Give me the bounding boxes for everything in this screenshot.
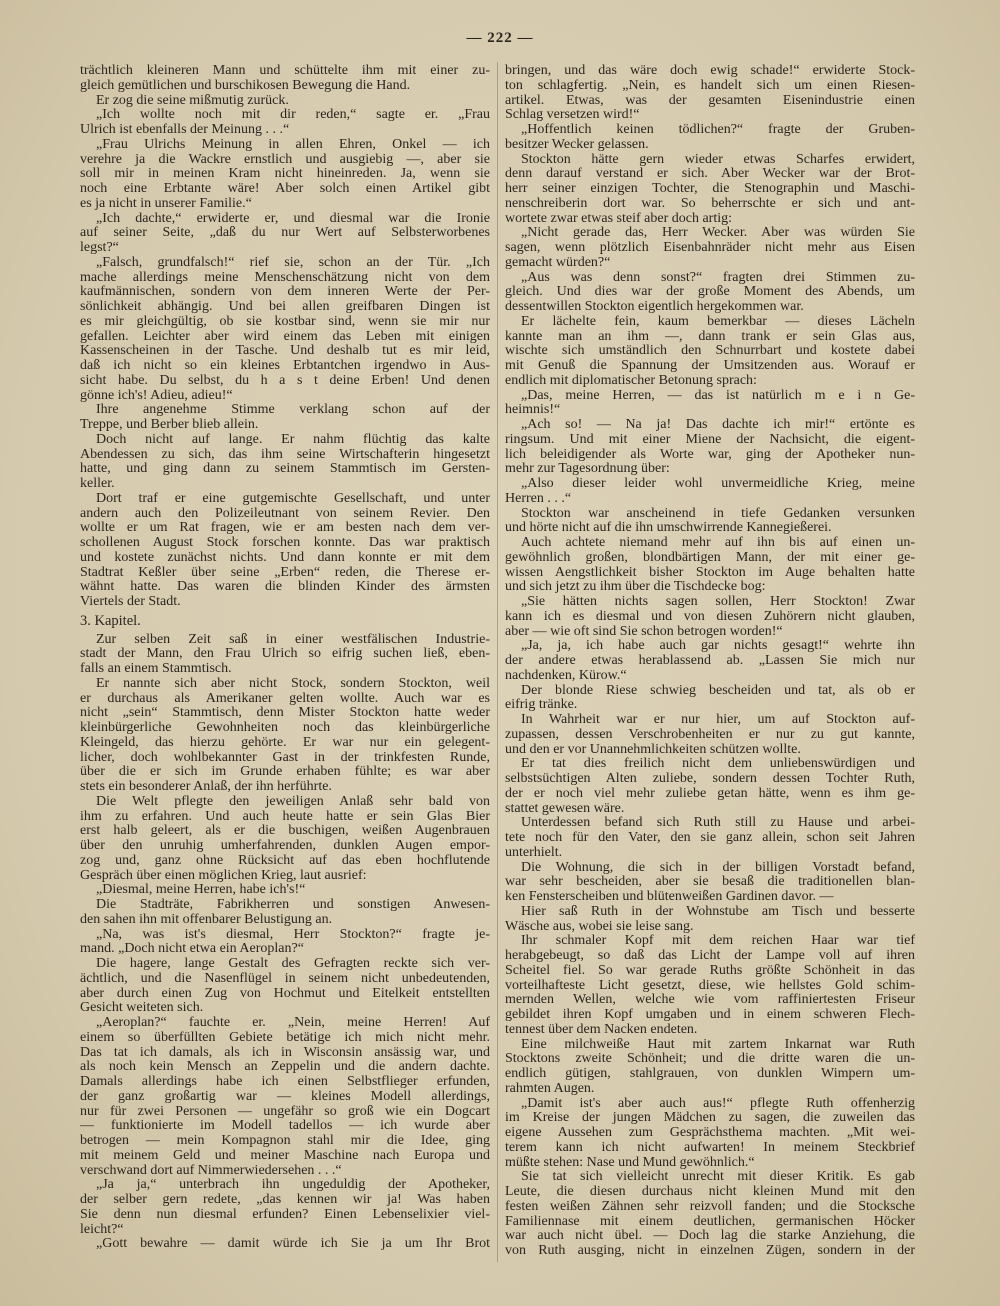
text-line: mit meinem Geld und meiner Maschine nach Europa und	[80, 1147, 490, 1163]
text-line: über die er sich im Grunde erhaben fühlte; es war aber	[80, 764, 490, 780]
paragraph	[505, 536, 915, 595]
paragraph	[505, 1038, 915, 1097]
text-line: unterhielt.	[505, 844, 563, 860]
paragraph	[505, 684, 915, 714]
text-line: ihm zu erfahren. Und auch heute hatte er sein Glas Bier	[80, 808, 490, 824]
paragraph	[505, 315, 915, 389]
text-line: Er lächelte fein, kaum bemerkbar — dieses Lächeln	[521, 313, 915, 329]
text-line: wortete zwar etwas steif aber doch artig:	[505, 210, 733, 226]
text-line: es mir gleichgültig, ob sie kostbar sind, wenn sie mir nur	[80, 313, 490, 329]
text-line: kleinbürgerliche Gewohnheiten noch das kleinbürgerliche	[80, 720, 490, 735]
text-line: Stocktons zweite Schönheit; und die dritte waren die un-	[505, 1051, 915, 1067]
text-line: Zur selben Zeit saß in einer westfälischen Industrie-	[96, 631, 490, 647]
text-line: war sehr bescheiden, aber sie besaß die traditionellen blan-	[505, 874, 915, 890]
paragraph	[505, 757, 915, 816]
paragraph	[505, 905, 915, 935]
text-line: sönlichkeit abhängig. Und bei allen greifbaren Dingen ist	[80, 299, 490, 314]
text-line: Eine milchweiße Haut mit zartem Inkarnat war Ruth	[521, 1036, 915, 1052]
text-line: nenschreiberin dort war. So beherrschte er sich und ant-	[505, 195, 915, 211]
text-line: der ganz großartig war — kleines Modell allerdings,	[80, 1088, 490, 1104]
text-line: dessentwillen Stockton eigentlich hergekommen war.	[505, 299, 804, 314]
text-line: zog und, ganz ohne Rücksicht auf das eben hochflutende	[80, 852, 490, 868]
page-number: — 222 —	[466, 30, 534, 46]
paragraph	[505, 595, 915, 639]
paragraph	[80, 138, 490, 212]
text-line: ken Fensterscheiben und blütenweißen Gardinen davor. —	[505, 889, 834, 904]
text-line: Viertels der Stadt.	[80, 594, 181, 609]
paragraph	[80, 883, 490, 898]
text-line: festen weißen Zähnen sehr reizvoll fanden; und die Stocksche	[505, 1198, 915, 1214]
text-line: aber durch einen Zug von Hochmut und Eitelkeit entstellten	[80, 985, 490, 1001]
chapter-heading	[80, 614, 490, 629]
paragraph	[80, 492, 490, 610]
text-line: Stadtrat Keßler über seine „Erben“ reden, die Therese er-	[80, 564, 490, 580]
text-line: Das tat ich damals, als ich in Wisconsin ansässig war, und	[80, 1044, 490, 1060]
text-line: einem so überfüllten Gebiete betätige ich mich nicht mehr.	[80, 1029, 490, 1045]
paragraph	[505, 713, 915, 757]
text-line: gemacht würden?“	[505, 254, 611, 270]
text-line: müßte stehen: Nase und Mund gewöhnlich.“	[505, 1154, 755, 1170]
paragraph	[80, 94, 490, 109]
text-line: nur für zwei Personen — ungefähr so groß wie ein Dogcart	[80, 1103, 490, 1119]
text-line: Scheitel fiel. So war gerade Ruths größte Schönheit in das	[505, 962, 915, 978]
text-line: „Nicht gerade das, Herr Wecker. Aber was würden Sie	[521, 225, 915, 241]
text-line: und kostete zunächst nichts. Und dann konnte er mit dem	[80, 549, 490, 565]
text-line: Die Wohnung, die sich in der billigen Vorstadt befand,	[521, 859, 915, 875]
text-line: auf seiner Seite, „daß du nur Wert auf Selbsterworbenes	[80, 225, 490, 241]
text-line: In Wahrheit war er nur hier, um auf Stockton auf-	[521, 712, 915, 727]
text-line: und sich jetzt zu ihm über die Tischdecke bog:	[505, 579, 766, 595]
text-line: noch eine Erbtante wäre! Aber solch einen Artikel gibt	[80, 181, 490, 196]
text-line: sicht habe. Du selbst, du h a s t deine Erben! Und denen	[80, 372, 490, 388]
text-line: soll mir in meinen Kram nicht hineinreden. Ja, wenn sie	[80, 166, 490, 182]
paragraph	[505, 123, 915, 153]
paragraph	[80, 928, 490, 958]
paragraph	[505, 153, 915, 227]
text-line: Ihre angenehme Stimme verklang schon auf der	[96, 402, 490, 418]
text-line: Stockton war anscheinend in tiefe Gedanken versunken	[521, 505, 915, 521]
text-line: verehre ja die Wackre ernstlich und ausgiebig —, aber sie	[80, 151, 490, 167]
text-line: leicht?“	[80, 1221, 124, 1237]
paragraph	[80, 898, 490, 928]
text-line: wähnt hatte. Das waren die blinden Kinder des ärmsten	[80, 579, 490, 595]
text-line: stattet gewesen wäre.	[505, 800, 625, 816]
text-line: „Ich dachte,“ erwiderte er, und diesmal war die Ironie	[96, 210, 490, 226]
text-line: Gesicht weiteten sich.	[80, 1000, 204, 1016]
paragraph	[80, 957, 490, 1016]
text-line: „Also dieser leider wohl unvermeidliche Krieg, meine	[521, 476, 915, 491]
text-line: „Falsch, grundfalsch!“ rief sie, schon an der Tür. „Ich	[96, 254, 490, 270]
right-column	[505, 64, 915, 1259]
text-line: war auch nicht übel. — Doch lag die starke Anziehung, die	[505, 1228, 915, 1244]
text-line: der er noch viel mehr zuliebe getan hätte, wenn es ihm ge-	[505, 785, 915, 801]
text-line: bringen, und das wäre doch ewig schade!“ erwiderte Stock-	[505, 63, 915, 78]
text-line: aber — wie oft sind Sie schon betrogen worden!“	[505, 623, 783, 639]
text-line: verschwand dort auf Nimmerwiedersehen . . .“	[80, 1162, 342, 1178]
text-line: schollenen August Stock forschen konnte. Das war praktisch	[80, 535, 490, 550]
paragraph	[80, 633, 490, 677]
text-line: mit Genuß die Spannung der Umsitzenden aus. Worauf er	[505, 358, 915, 373]
text-line: „Ja ja,“ unterbrach ihn ungeduldig der Apotheker,	[96, 1177, 490, 1193]
text-line: endlich mit diplomatischer Betonung sprach:	[505, 372, 757, 388]
text-line: kannte man an ihm —, dann trank er sein Glas aus,	[505, 328, 915, 344]
text-line: Damals allerdings habe ich einen Selbstflieger erfunden,	[80, 1074, 490, 1089]
text-line: legst?“	[80, 240, 119, 255]
text-line: mache allerdings meine Menschenschätzung nicht von dem	[80, 269, 490, 285]
column-divider	[497, 62, 498, 1262]
text-line: 3. Kapitel.	[80, 612, 141, 629]
text-line: den sahen ihn mit offenbarer Belustigung an.	[80, 911, 333, 927]
text-line: „Frau Ulrichs Meinung in allen Ehren, Onkel — ich	[96, 136, 490, 152]
text-line: Hier saß Ruth in der Wohnstube am Tisch und besserte	[521, 903, 915, 919]
text-line: sagen, wenn plötzlich Eisenbahnräder nicht mehr aus Eisen	[505, 240, 915, 255]
text-line: „Na, was ist's diesmal, Herr Stockton?“ fragte je-	[96, 926, 490, 942]
text-line: als noch kein Mensch an Zeppelin und die andern dachte.	[80, 1059, 490, 1075]
paragraph	[80, 1237, 490, 1252]
paragraph	[80, 256, 490, 404]
text-line: denn darauf verstand er sich. Aber Wecker war der Brot-	[505, 166, 915, 182]
text-line: ton schlagfertig. „Nein, es handelt sich um einen Riesen-	[505, 77, 915, 93]
paragraph	[505, 861, 915, 905]
text-line: Sie denn nun diesmal erfunden? Einen Lebenselixier viel-	[80, 1206, 490, 1222]
text-line: tete noch für den Vater, den sie ganz allein, schon seit Jahren	[505, 830, 915, 845]
text-line: gefallen. Leichter aber wird einem das Leben mit einigen	[80, 328, 490, 344]
text-line: nicht „sein“ Stammtisch, denn Mister Stockton hatte weder	[80, 705, 490, 721]
text-line: Er nannte sich aber nicht Stock, sondern Stockton, weil	[96, 675, 490, 691]
text-line: wissen Aengstlichkeit bisher Stockton im Auge behalten hatte	[505, 564, 915, 580]
paragraph	[80, 1178, 490, 1237]
paragraph	[505, 418, 915, 477]
text-line: stets ein besonderer Anlaß, der ihn herführte.	[80, 779, 332, 794]
paragraph	[505, 639, 915, 683]
paragraph	[80, 212, 490, 256]
text-line: mernden Wellen, welche wie vom raffiniertesten Friseur	[505, 992, 915, 1008]
text-line: Herren . . .“	[505, 490, 572, 506]
text-line: falls an einem Stammtisch.	[80, 661, 232, 676]
paragraph	[505, 816, 915, 860]
text-line: Wäsche aus, wobei sie leise sang.	[505, 918, 694, 934]
text-line: hatte, und ging dann zu seinem Stammtisch im Gersten-	[80, 461, 490, 477]
text-line: „Ach so! — Na ja! Das dachte ich mir!“ ertönte es	[521, 417, 915, 432]
text-line: kaufmännischen, sondern von dem inneren Werte der Per-	[80, 284, 490, 300]
paragraph	[80, 1016, 490, 1178]
text-line: heimnis!“	[505, 402, 561, 418]
text-line: mehr zur Tagesordnung über:	[505, 461, 670, 477]
text-line: im Kreise der jungen Mädchen zu sagen, die zuweilen das	[505, 1110, 915, 1126]
text-line: „Hoffentlich keinen tödlichen?“ fragte der Gruben-	[521, 122, 915, 137]
text-line: Die hagere, lange Gestalt des Gefragten reckte sich ver-	[96, 956, 490, 971]
paragraph	[505, 389, 915, 419]
paragraph	[80, 677, 490, 795]
text-line: Die Stadträte, Fabrikherren und sonstigen Anwesen-	[96, 897, 490, 912]
text-line: Gespräch über einen möglichen Krieg, laut ausrief:	[80, 867, 367, 883]
text-line: nachdenken, Kürow.“	[505, 667, 627, 683]
text-line: keller.	[80, 476, 115, 491]
paragraph	[80, 64, 490, 94]
text-line: „Diesmal, meine Herren, habe ich's!“	[96, 882, 306, 898]
left-column	[80, 64, 490, 1252]
text-line: lich beleidigender als Worte war, ging der Apotheker nun-	[505, 446, 915, 462]
paragraph	[80, 108, 490, 138]
text-line: ächtlich, und die Nasenflügel in seinem nicht unbedeutenden,	[80, 970, 490, 986]
text-line: trächtlich kleineren Mann und schüttelte ihm mit einer zu-	[80, 63, 490, 78]
paragraph	[505, 226, 915, 270]
text-line: Er tat dies freilich nicht dem unliebenswürdigen und	[521, 756, 915, 772]
text-line: gönne ich's! Adieu, adieu!“	[80, 387, 233, 403]
text-line: Unterdessen befand sich Ruth still zu Hause und arbei-	[521, 815, 915, 831]
text-line: gebildet ihren Kopf umgaben und in einem schweren Flech-	[505, 1007, 915, 1022]
text-line: kann ich es diesmal und von diesen Zuhörern nicht glauben,	[505, 608, 915, 624]
text-line: gleich. Und dies war der große Moment des Abends, um	[505, 284, 915, 300]
text-line: Die Welt pflegte den jeweiligen Anlaß sehr bald von	[96, 793, 490, 809]
text-line: Kassenscheinen in der Tasche. Und deshalb tut es mir leid,	[80, 343, 490, 359]
paragraph	[505, 477, 915, 507]
paragraph	[80, 403, 490, 433]
text-line: zupassen, dessen Verschrobenheiten er nur zu gut kannte,	[505, 726, 915, 742]
text-line: wischte sich umständlich den Schnurrbart und kostete dabei	[505, 343, 915, 359]
paragraph	[505, 64, 915, 123]
text-line: Auch achtete niemand mehr auf ihn bis auf einen un-	[521, 535, 915, 550]
text-line: über den unruhig umherfahrenden, dunklen Augen empor-	[80, 838, 490, 853]
text-line: der selber gern redete, „das kennen wir ja! Was haben	[80, 1192, 490, 1207]
text-line: Der blonde Riese schwieg bescheiden und tat, als ob er	[521, 682, 915, 698]
text-line: artikel. Etwas, was der gesamten Eisenindustrie einen	[505, 92, 915, 108]
text-line: erst halb geleert, als er die buschigen, weißen Augenbrauen	[80, 823, 490, 839]
text-line: Er zog die seine mißmutig zurück.	[96, 92, 289, 108]
text-line: und den er vor Unannehmlichkeiten schützen wollte.	[505, 741, 801, 757]
text-line: „Ich wollte noch mit dir reden,“ sagte er. „Frau	[96, 107, 490, 123]
text-line: wollte er um Rat fragen, wie er am besten nach dem ver-	[80, 520, 490, 536]
text-line: Dort traf er eine gutgemischte Gesellschaft, und unter	[96, 490, 490, 506]
text-line: „Sie hätten nichts sagen sollen, Herr Stockton! Zwar	[521, 594, 915, 609]
text-line: Doch nicht auf lange. Er nahm flüchtig das kalte	[96, 431, 490, 447]
text-line: licher, doch wohlbekannter Gast in der trinkfesten Runde,	[80, 749, 490, 765]
text-line: gleich gemütlichen und burschikosen Bewegung die Hand.	[80, 77, 411, 93]
text-line: Ulrich ist ebenfalls der Meinung . . .“	[80, 122, 290, 137]
text-line: der andere etwas herablassend ab. „Lassen Sie mich nur	[505, 653, 915, 668]
text-line: Schlag versetzen wird!“	[505, 107, 640, 123]
text-line: „Gott bewahre — damit würde ich Sie ja um Ihr Brot	[96, 1236, 490, 1252]
text-line: Familiennase mit einem deutlichen, germanischen Höcker	[505, 1213, 915, 1229]
text-line: daß ich nicht so ein kleines Erbtantchen irgendwo in Aus-	[80, 358, 490, 373]
text-line: Ihr schmaler Kopf mit dem reichen Haar war tief	[521, 933, 915, 949]
text-line: eigene Aussehen zum Gesprächsthema machten. „Mit wei-	[505, 1125, 915, 1140]
text-line: — funktionierte im Modell tadellos — ich wurde aber	[80, 1118, 490, 1134]
paragraph	[505, 1170, 915, 1259]
text-line: es ja nicht in unserer Familie.“	[80, 195, 252, 211]
text-line: mand. „Doch nicht etwa ein Aeroplan?“	[80, 941, 304, 957]
text-line: Kleingeld, das hierzu gehörte. Er war nur ein gelegent-	[80, 734, 490, 750]
text-line: von Ruth ausging, nicht in einzelnen Zügen, sondern in der	[505, 1243, 915, 1258]
text-line: Leute, die diesen durchaus nicht kleinen Mund mit den	[505, 1184, 915, 1199]
text-line: „Damit ist's aber auch aus!“ pflegte Ruth offenherzig	[521, 1095, 915, 1111]
text-line: „Aeroplan?“ fauchte er. „Nein, meine Herren! Auf	[96, 1015, 490, 1030]
paragraph	[505, 1097, 915, 1171]
text-line: herabgebeugt, so daß das Licht der Lampe voll auf ihren	[505, 948, 915, 963]
text-line: rahmten Augen.	[505, 1080, 595, 1096]
text-line: und hörte nicht auf die ihn umschwirrende Kannegießerei.	[505, 520, 832, 536]
text-line: Stockton hätte gern wieder etwas Scharfes erwidert,	[521, 151, 915, 167]
text-line: tennest über dem Nacken endeten.	[505, 1021, 698, 1037]
text-line: besitzer Wecker gelassen.	[505, 136, 649, 152]
text-line: „Ja, ja, ich habe auch gar nichts gesagt!“ wehrte ihn	[521, 638, 915, 654]
text-line: terem kann ich nicht aufwarten! In meinem Steckbrief	[505, 1139, 915, 1155]
text-line: vorteilhafteste Licht gesetzt, diese, wie hellstes Gold schim-	[505, 977, 915, 993]
text-line: „Das, meine Herren, — das ist natürlich m e i n Ge-	[521, 387, 915, 403]
text-line: „Aus was denn sonst?“ fragten drei Stimmen zu-	[521, 269, 915, 285]
text-line: Treppe, und Berber blieb allein.	[80, 417, 259, 432]
text-line: herr seiner einzigen Tochter, die Stenographin und Maschi-	[505, 181, 915, 196]
text-line: eifrig tränke.	[505, 697, 578, 713]
paragraph	[505, 271, 915, 315]
paragraph	[505, 934, 915, 1037]
text-line: er durchaus als Amerikaner gelten wollte. Auch war es	[80, 690, 490, 706]
text-line: Sie tat sich vielleicht unrecht mit dieser Kritik. Es gab	[521, 1169, 915, 1185]
text-line: Abendessen zu sich, das ihm seine Wirtschafterin hingesetzt	[80, 446, 490, 462]
text-line: betrogen — mein Kompagnon stahl mir die Idee, ging	[80, 1133, 490, 1148]
paragraph	[80, 433, 490, 492]
text-line: andern auch den Polizeileutnant von seinem Revier. Den	[80, 505, 490, 521]
paragraph	[505, 507, 915, 537]
text-line: ringsum. Und mit einer Miene der Nachsicht, die eigent-	[505, 431, 915, 447]
text-line: selbstsüchtigen Alten zuliebe, sondern dessen Tochter Ruth,	[505, 771, 915, 786]
text-line: stadt der Mann, den Frau Ulrich so eifrig suchen ließ, eben-	[80, 646, 490, 662]
text-line: endlich gütigen, stahlgrauen, von dunklen Wimpern um-	[505, 1066, 915, 1081]
paragraph	[80, 795, 490, 884]
text-line: gewöhnlich großen, blondbärtigen Mann, der mit einer ge-	[505, 549, 915, 565]
